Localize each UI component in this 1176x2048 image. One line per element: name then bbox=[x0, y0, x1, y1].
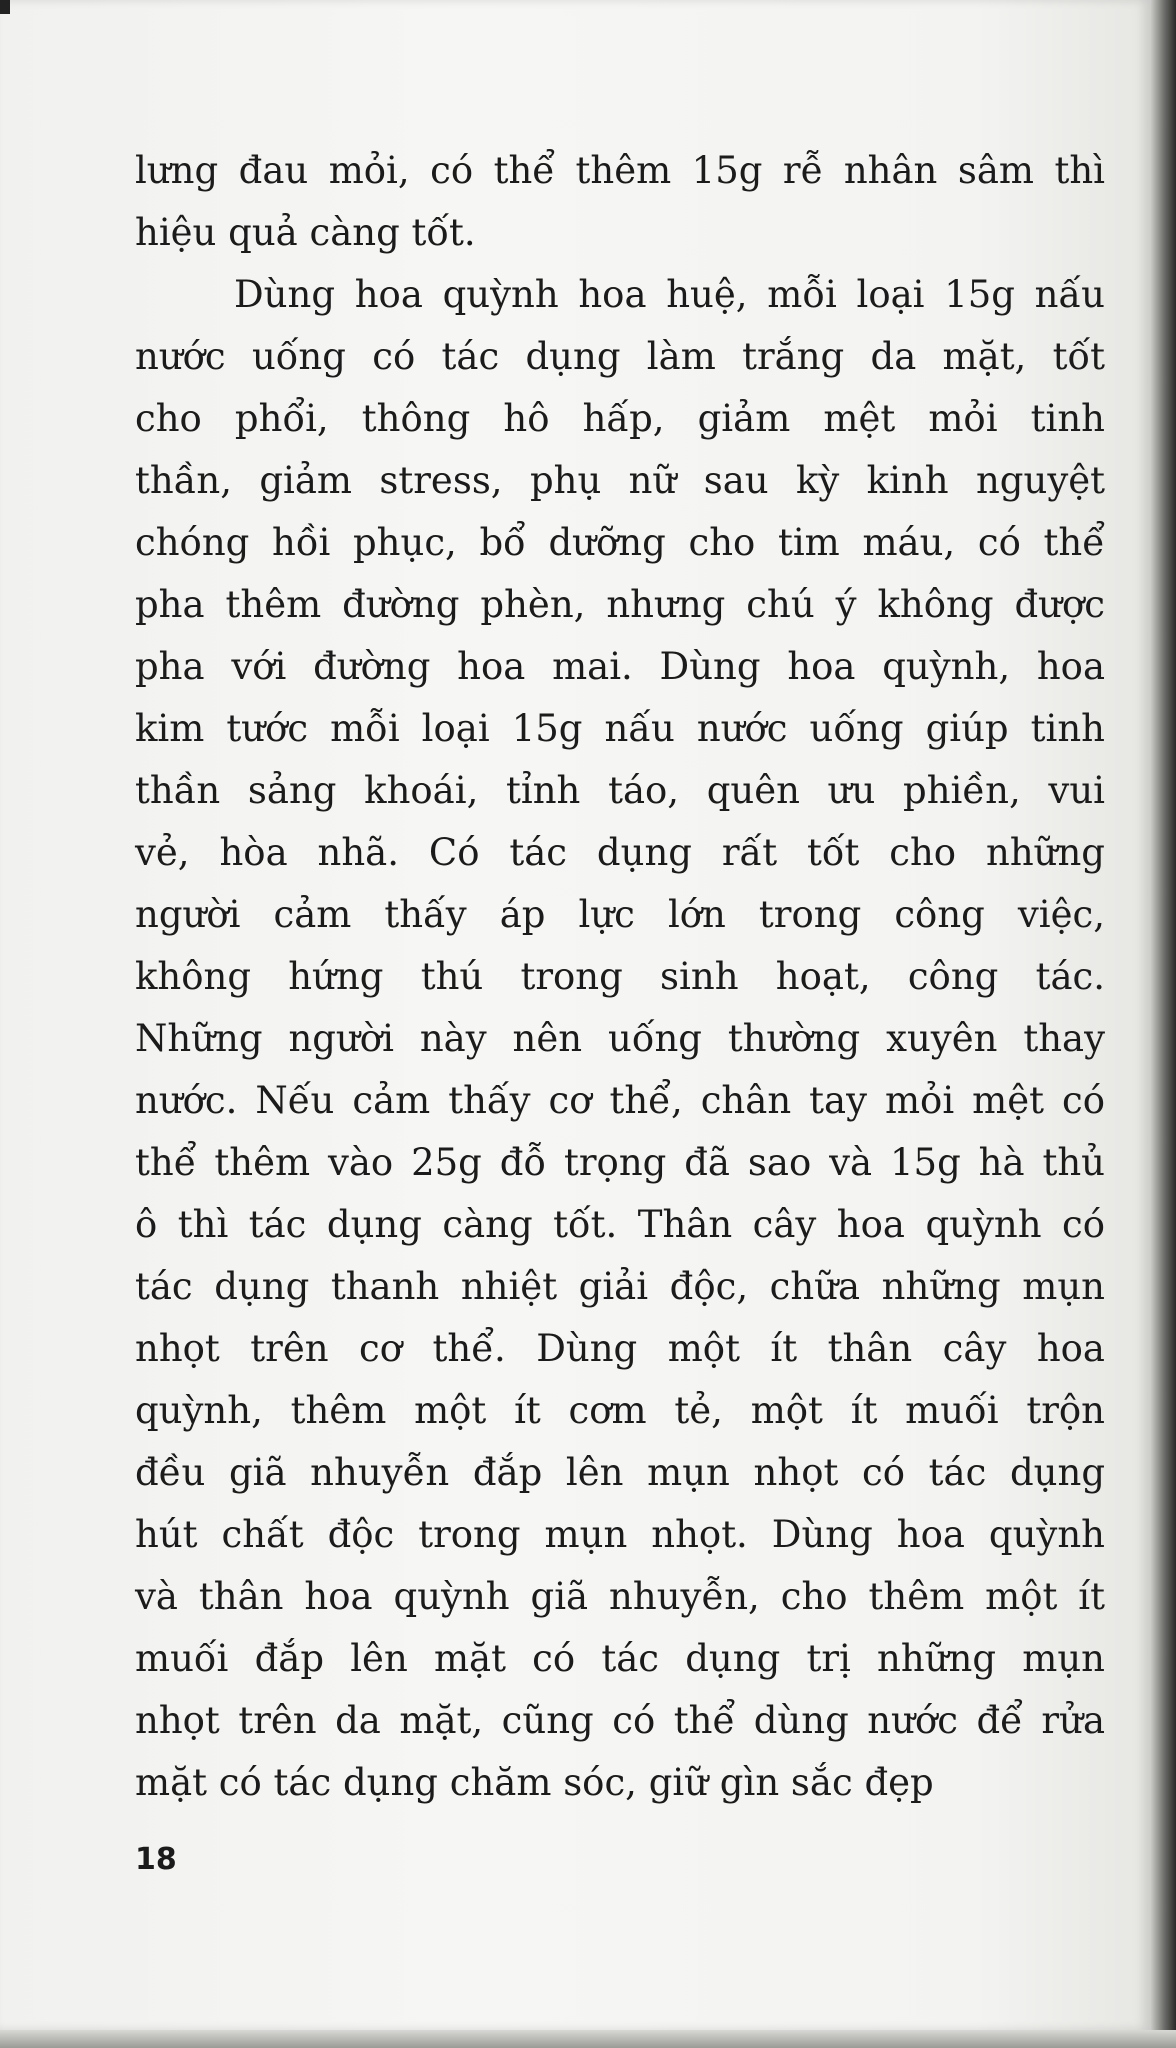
text-line: thể thêm vào 25g đỗ trọng đã sao và 15g hà thủ bbox=[135, 1141, 1105, 1184]
text-line: nước uống có tác dụng làm trắng da mặt, tốt bbox=[135, 335, 1105, 378]
text-line: thần sảng khoái, tỉnh táo, quên ưu phiền, vui bbox=[135, 769, 1105, 812]
text-line: ô thì tác dụng càng tốt. Thân cây hoa quỳnh có bbox=[135, 1203, 1105, 1246]
text-line: muối đắp lên mặt có tác dụng trị những mụn bbox=[135, 1637, 1105, 1680]
text-line: kim tước mỗi loại 15g nấu nước uống giúp tinh bbox=[135, 707, 1105, 750]
page-bottom-edge bbox=[0, 2030, 1176, 2048]
text-line: và thân hoa quỳnh giã nhuyễn, cho thêm một ít bbox=[135, 1575, 1105, 1618]
text-line: Dùng hoa quỳnh hoa huệ, mỗi loại 15g nấu bbox=[234, 273, 1105, 316]
text-line: hút chất độc trong mụn nhọt. Dùng hoa quỳnh bbox=[135, 1513, 1105, 1556]
text-line: lưng đau mỏi, có thể thêm 15g rễ nhân sâm thì bbox=[135, 149, 1105, 192]
text-line: người cảm thấy áp lực lớn trong công việc, bbox=[135, 893, 1105, 936]
text-line: cho phổi, thông hô hấp, giảm mệt mỏi tinh bbox=[135, 397, 1105, 440]
text-line: thần, giảm stress, phụ nữ sau kỳ kinh nguyệt bbox=[135, 459, 1105, 502]
text-line: không hứng thú trong sinh hoạt, công tác. bbox=[135, 955, 1105, 998]
text-line: pha với đường hoa mai. Dùng hoa quỳnh, hoa bbox=[135, 645, 1105, 688]
text-line: mặt có tác dụng chăm sóc, giữ gìn sắc đẹp bbox=[135, 1761, 934, 1804]
text-line: tác dụng thanh nhiệt giải độc, chữa những mụn bbox=[135, 1265, 1105, 1308]
text-line: nhọt trên cơ thể. Dùng một ít thân cây hoa bbox=[135, 1327, 1105, 1370]
book-spine-edge bbox=[1150, 0, 1176, 2048]
text-line: quỳnh, thêm một ít cơm tẻ, một ít muối trộn bbox=[135, 1389, 1105, 1432]
text-line: nhọt trên da mặt, cũng có thể dùng nước để rửa bbox=[135, 1699, 1105, 1742]
text-line: nước. Nếu cảm thấy cơ thể, chân tay mỏi mệt có bbox=[135, 1079, 1105, 1122]
page-corner-mark bbox=[0, 0, 10, 14]
text-line: Những người này nên uống thường xuyên thay bbox=[135, 1017, 1105, 1060]
text-line: vẻ, hòa nhã. Có tác dụng rất tốt cho những bbox=[135, 831, 1105, 874]
text-line: pha thêm đường phèn, nhưng chú ý không được bbox=[135, 583, 1105, 626]
page-number: 18 bbox=[135, 1842, 177, 1877]
text-line: đều giã nhuyễn đắp lên mụn nhọt có tác dụng bbox=[135, 1451, 1105, 1494]
text-line: chóng hồi phục, bổ dưỡng cho tim máu, có thể bbox=[135, 521, 1105, 564]
body-text bbox=[135, 140, 1105, 1814]
text-line: hiệu quả càng tốt. bbox=[135, 211, 476, 254]
